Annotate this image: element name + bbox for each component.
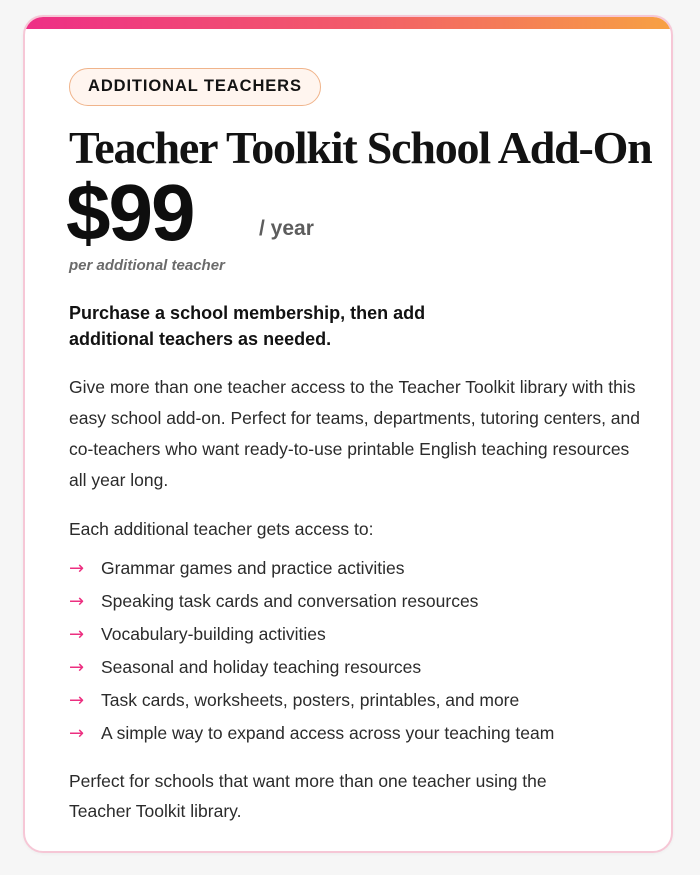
arrow-right-icon: → xyxy=(69,624,85,645)
closing-statement: Perfect for schools that want more than one teacher using the Teacher Toolkit library. xyxy=(69,771,547,821)
product-description: Give more than one teacher access to the Teacher Toolkit library with this easy school add-on. Perfect for teams, departments, tutoring centers, and co-teachers who want ready-to-use printable English teaching resources all year long. xyxy=(69,377,640,490)
list-item xyxy=(69,618,649,651)
features-list xyxy=(69,552,649,750)
card-content xyxy=(66,68,652,826)
list-item xyxy=(69,717,649,750)
list-item xyxy=(69,651,649,684)
additional-teachers-badge: ADDITIONAL TEACHERS xyxy=(69,68,321,106)
lead-statement: Purchase a school membership, then add additional teachers as needed. xyxy=(69,303,426,349)
price-row xyxy=(66,168,649,258)
arrow-right-icon: → xyxy=(69,657,85,678)
list-item xyxy=(69,684,649,717)
feature-text: Seasonal and holiday teaching resources xyxy=(101,657,422,677)
features-intro: Each additional teacher gets access to: xyxy=(69,519,374,539)
list-item xyxy=(69,552,649,585)
list-item xyxy=(69,585,649,618)
price-period: / year xyxy=(259,217,314,240)
pricing-card xyxy=(23,15,673,853)
feature-text: Vocabulary-building activities xyxy=(101,624,326,644)
feature-text: A simple way to expand access across your teaching team xyxy=(101,723,555,743)
arrow-right-icon: → xyxy=(69,723,85,744)
arrow-right-icon: → xyxy=(69,690,85,711)
arrow-right-icon: → xyxy=(69,591,85,612)
arrow-right-icon: → xyxy=(69,558,85,579)
product-title: Teacher Toolkit School Add-On xyxy=(69,122,652,173)
feature-text: Grammar games and practice activities xyxy=(101,558,405,578)
price-note: per additional teacher xyxy=(69,257,225,274)
feature-text: Speaking task cards and conversation resources xyxy=(101,591,479,611)
price-amount: $99 xyxy=(66,168,194,257)
gradient-accent-bar xyxy=(25,17,671,29)
feature-text: Task cards, worksheets, posters, printables, and more xyxy=(101,690,520,710)
